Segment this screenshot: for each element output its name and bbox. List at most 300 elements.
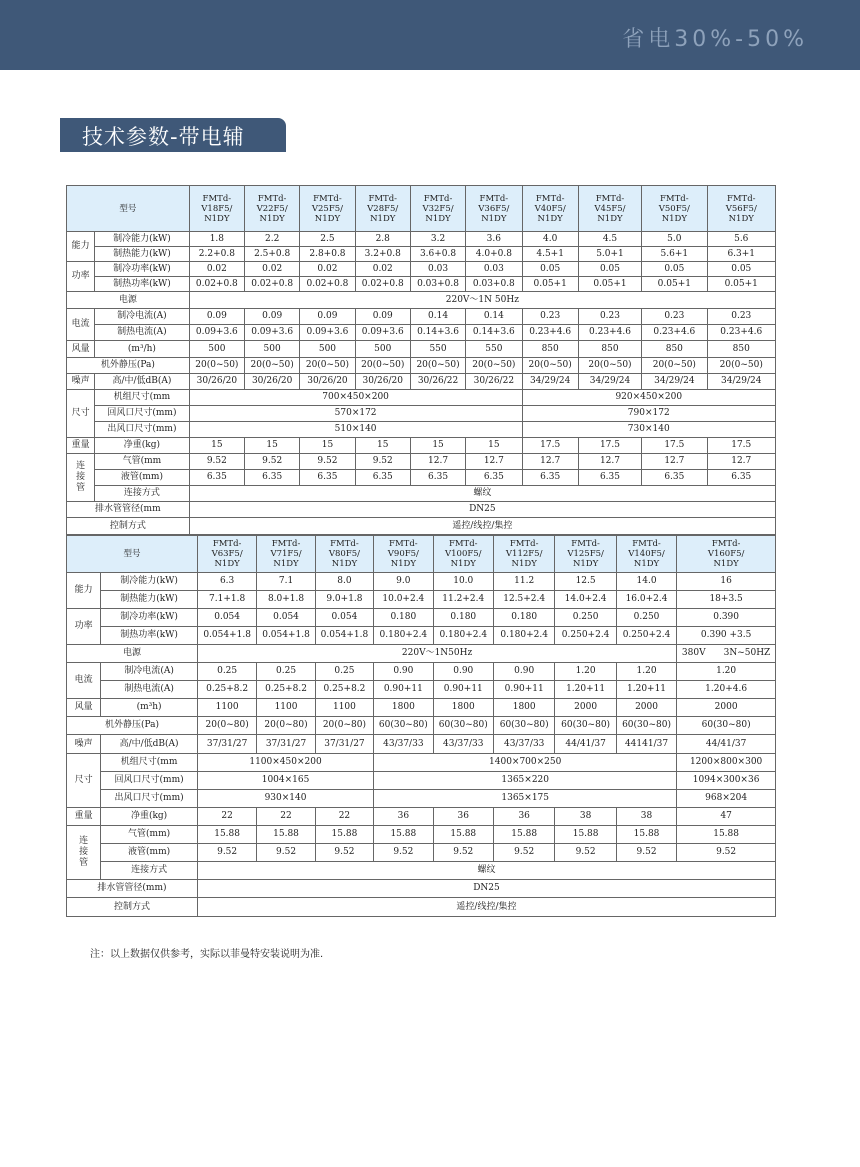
row-label: 机外静压(Pa) xyxy=(67,358,190,374)
value-cell: 1800 xyxy=(493,699,554,717)
value-cell: 17.5 xyxy=(522,438,578,454)
value-cell: 9.52 xyxy=(197,844,256,862)
row-label: 制冷电流(A) xyxy=(101,663,198,681)
group-label: 能力 xyxy=(67,573,101,609)
value-cell: 2.8+0.8 xyxy=(300,247,355,262)
value-cell: 38 xyxy=(616,808,676,826)
value-cell: 0.23+4.6 xyxy=(578,325,641,341)
value-cell: 20(0~50) xyxy=(578,358,641,374)
value-cell: 1100 xyxy=(197,699,256,717)
value-cell: 0.25+8.2 xyxy=(257,681,315,699)
group-label: 噪声 xyxy=(67,374,95,390)
table-row xyxy=(67,390,776,406)
row-label: 机组尺寸(mm xyxy=(101,754,198,772)
value-cell: 22 xyxy=(315,808,373,826)
value-cell: 9.52 xyxy=(257,844,315,862)
table-row xyxy=(67,681,776,699)
model-name-line: FMTd- xyxy=(448,539,478,549)
value-cell: 0.09+3.6 xyxy=(189,325,244,341)
value-cell: 37/31/27 xyxy=(197,735,256,754)
value-cell: 9.52 xyxy=(245,454,300,470)
model-name-cell xyxy=(555,536,616,573)
value-cell: 1094×300×36 xyxy=(677,772,776,790)
model-name-line: N1DY xyxy=(331,559,358,569)
value-cell: 0.05+1 xyxy=(578,277,641,292)
table-row xyxy=(67,898,776,917)
value-cell: 790×172 xyxy=(522,406,776,422)
value-cell: 6.35 xyxy=(410,470,465,486)
model-name-cell xyxy=(189,186,244,232)
value-cell: 730×140 xyxy=(522,422,776,438)
model-name-cell xyxy=(616,536,676,573)
value-cell: 10.0 xyxy=(433,573,493,591)
value-cell: 9.52 xyxy=(493,844,554,862)
value-cell: 2.8 xyxy=(355,232,410,247)
value-cell: 10.0+2.4 xyxy=(374,591,433,609)
value-cell: 18+3.5 xyxy=(677,591,776,609)
value-cell: 0.25 xyxy=(315,663,373,681)
model-name-line: N1DY xyxy=(728,213,754,224)
value-cell: 9.52 xyxy=(433,844,493,862)
model-name-line: FMTd- xyxy=(632,539,661,549)
value-cell: 17.5 xyxy=(707,438,775,454)
value-cell: 8.0+1.8 xyxy=(257,591,315,609)
model-name-line: N1DY xyxy=(370,213,396,224)
value-cell: 2000 xyxy=(555,699,616,717)
row-label: 连接方式 xyxy=(95,486,190,502)
value-cell: 15.88 xyxy=(374,826,433,844)
value-cell: 0.250+2.4 xyxy=(555,627,616,645)
value-cell: 0.09+3.6 xyxy=(245,325,300,341)
value-cell: 9.52 xyxy=(374,844,433,862)
value-cell: 1004×165 xyxy=(197,772,373,790)
table-row xyxy=(67,374,776,390)
table-row xyxy=(67,406,776,422)
value-cell: 9.0+1.8 xyxy=(315,591,373,609)
value-cell: 5.0+1 xyxy=(578,247,641,262)
value-cell: 60(30~80) xyxy=(433,717,493,735)
value-cell: 1.20+11 xyxy=(616,681,676,699)
value-cell: 12.5 xyxy=(555,573,616,591)
row-label: 回风口尺寸(mm) xyxy=(101,772,198,790)
value-cell: 0.90+11 xyxy=(433,681,493,699)
value-cell: 0.054 xyxy=(315,609,373,627)
value-cell: 9.52 xyxy=(189,454,244,470)
value-cell: 6.35 xyxy=(300,470,355,486)
value-cell: 9.52 xyxy=(315,844,373,862)
value-cell: 15 xyxy=(466,438,522,454)
table-row xyxy=(67,880,776,898)
value-cell: 12.7 xyxy=(707,454,775,470)
value-cell: 4.5+1 xyxy=(522,247,578,262)
value-cell: 20(0~50) xyxy=(466,358,522,374)
value-cell: 20(0~50) xyxy=(410,358,465,374)
value-cell: 34/29/24 xyxy=(522,374,578,390)
value-cell: 0.25+8.2 xyxy=(315,681,373,699)
value-cell: 930×140 xyxy=(197,790,373,808)
value-cell: 20(0~80) xyxy=(257,717,315,735)
table-row xyxy=(67,772,776,790)
model-name-line: V160F5/ xyxy=(707,549,745,559)
value-cell: 0.90 xyxy=(493,663,554,681)
model-name-line: V63F5/ xyxy=(211,549,243,559)
value-cell: 12.7 xyxy=(466,454,522,470)
table-row xyxy=(67,808,776,826)
value-cell: 0.390 +3.5 xyxy=(677,627,776,645)
value-cell: 0.180+2.4 xyxy=(493,627,554,645)
value-cell: 6.35 xyxy=(578,470,641,486)
row-label: 净重(kg) xyxy=(101,808,198,826)
value-cell: 17.5 xyxy=(642,438,707,454)
table-row xyxy=(67,573,776,591)
value-cell: 20(0~80) xyxy=(315,717,373,735)
row-label: 液管(mm) xyxy=(101,844,198,862)
group-pipe-char: 接 xyxy=(79,847,89,857)
value-cell: 0.02 xyxy=(189,262,244,277)
row-label: 制热能力(kW) xyxy=(95,247,190,262)
model-name-line: N1DY xyxy=(713,559,739,569)
value-cell: 0.23+4.6 xyxy=(642,325,707,341)
value-cell: 3.2 xyxy=(410,232,465,247)
table-row xyxy=(67,645,776,663)
row-label: 制冷功率(kW) xyxy=(101,609,198,627)
model-name-line: V36F5/ xyxy=(478,203,510,214)
model-name-cell xyxy=(433,536,493,573)
model-name-cell xyxy=(522,186,578,232)
value-cell: 0.09+3.6 xyxy=(300,325,355,341)
value-cell: 44141/37 xyxy=(616,735,676,754)
value-cell: 850 xyxy=(642,341,707,358)
model-name-cell xyxy=(245,186,300,232)
value-cell: 220V～1N 50Hz xyxy=(189,292,775,309)
value-cell: 3.2+0.8 xyxy=(355,247,410,262)
model-name-cell xyxy=(466,186,522,232)
value-cell: 11.2+2.4 xyxy=(433,591,493,609)
row-label: 高/中/低dB(A) xyxy=(101,735,198,754)
value-cell: 0.05 xyxy=(642,262,707,277)
value-cell: 0.23 xyxy=(578,309,641,325)
value-cell: 43/37/33 xyxy=(493,735,554,754)
value-cell: 8.0 xyxy=(315,573,373,591)
model-name-cell xyxy=(642,186,707,232)
value-cell: 0.05+1 xyxy=(522,277,578,292)
model-name-cell xyxy=(355,186,410,232)
value-cell: 850 xyxy=(522,341,578,358)
value-cell: 34/29/24 xyxy=(707,374,775,390)
group-pipe-char: 连 xyxy=(76,461,86,471)
value-cell: 0.23+4.6 xyxy=(707,325,775,341)
value-cell: 4.5 xyxy=(578,232,641,247)
value-cell: 500 xyxy=(245,341,300,358)
model-name-line: FMTd- xyxy=(423,193,453,204)
value-cell: 968×204 xyxy=(677,790,776,808)
value-cell: 15 xyxy=(355,438,410,454)
model-name-line: V18F5/ xyxy=(201,203,233,214)
value-cell: 12.7 xyxy=(522,454,578,470)
value-cell: 6.35 xyxy=(245,470,300,486)
model-name-line: FMTd- xyxy=(509,539,539,549)
value-cell: 0.02+0.8 xyxy=(245,277,300,292)
model-name-line: V25F5/ xyxy=(311,203,343,214)
model-name-line: V80F5/ xyxy=(328,549,360,559)
value-cell: 60(30~80) xyxy=(493,717,554,735)
value-cell: 1100×450×200 xyxy=(197,754,373,772)
value-cell: DN25 xyxy=(189,502,775,518)
spec-table-small-models xyxy=(66,185,776,535)
row-label: 机外静压(Pa) xyxy=(67,717,198,735)
value-cell: 850 xyxy=(707,341,775,358)
value-cell: 43/37/33 xyxy=(433,735,493,754)
table-row xyxy=(67,232,776,247)
table-row xyxy=(67,735,776,754)
value-cell: 0.23 xyxy=(522,309,578,325)
value-cell: 38 xyxy=(555,808,616,826)
value-cell: 1.20+4.6 xyxy=(677,681,776,699)
table-row xyxy=(67,186,776,232)
value-cell: 12.7 xyxy=(578,454,641,470)
model-name-line: FMTd- xyxy=(711,539,741,549)
value-cell: 0.05+1 xyxy=(642,277,707,292)
table-row xyxy=(67,826,776,844)
value-cell: 0.09 xyxy=(189,309,244,325)
value-cell: 20(0~50) xyxy=(245,358,300,374)
model-name-line: FMTd- xyxy=(479,193,509,204)
value-cell: 0.90 xyxy=(433,663,493,681)
model-name-line: FMTd- xyxy=(257,193,287,204)
value-cell: 1.20 xyxy=(677,663,776,681)
value-cell: 6.35 xyxy=(466,470,522,486)
value-cell: 4.0 xyxy=(522,232,578,247)
model-name-line: FMTd- xyxy=(726,193,756,204)
table-row xyxy=(67,470,776,486)
value-cell: 0.05 xyxy=(578,262,641,277)
value-cell: 5.6+1 xyxy=(642,247,707,262)
value-cell: 0.02 xyxy=(300,262,355,277)
row-label: 制热功率(kW) xyxy=(101,627,198,645)
value-cell: 60(30~80) xyxy=(616,717,676,735)
table-row xyxy=(67,325,776,341)
value-cell: 9.52 xyxy=(555,844,616,862)
value-cell: 0.250+2.4 xyxy=(616,627,676,645)
model-name-line: N1DY xyxy=(314,213,341,224)
model-name-line: FMTd- xyxy=(313,193,342,204)
value-cell: 500 xyxy=(355,341,410,358)
model-name-line: V90F5/ xyxy=(387,549,419,559)
value-cell: 30/26/20 xyxy=(355,374,410,390)
model-name-line: FMTd- xyxy=(330,539,359,549)
value-cell: 1800 xyxy=(374,699,433,717)
value-cell: 37/31/27 xyxy=(315,735,373,754)
value-cell: 16 xyxy=(677,573,776,591)
model-name-line: N1DY xyxy=(572,559,599,569)
value-cell: 20(0~50) xyxy=(642,358,707,374)
value-cell: 0.180 xyxy=(493,609,554,627)
row-label: 制热能力(kW) xyxy=(101,591,198,609)
value-cell: 5.0 xyxy=(642,232,707,247)
row-label: 制热电流(A) xyxy=(95,325,190,341)
group-label: 功率 xyxy=(67,262,95,292)
value-cell: 2.5 xyxy=(300,232,355,247)
value-cell: 1365×175 xyxy=(374,790,677,808)
row-label: 液管(mm) xyxy=(95,470,190,486)
value-cell: 0.05+1 xyxy=(707,277,775,292)
value-cell: 0.250 xyxy=(616,609,676,627)
footnote: 注：以上数据仅供参考，实际以菲曼特安装说明为准. xyxy=(90,949,324,960)
model-name-line: FMTd- xyxy=(368,193,398,204)
row-label: 制冷电流(A) xyxy=(95,309,190,325)
value-cell: 43/37/33 xyxy=(374,735,433,754)
value-cell: 0.054+1.8 xyxy=(197,627,256,645)
model-name-line: V112F5/ xyxy=(505,549,543,559)
table-row xyxy=(67,358,776,374)
row-label: 制热电流(A) xyxy=(101,681,198,699)
value-cell: 0.23 xyxy=(707,309,775,325)
row-label: (m³/h) xyxy=(95,341,190,358)
value-cell: 1400×700×250 xyxy=(374,754,677,772)
value-cell: 6.35 xyxy=(522,470,578,486)
value-cell: 0.03+0.8 xyxy=(410,277,465,292)
section-title: 技术参数-带电辅 xyxy=(82,125,245,149)
value-cell: 6.35 xyxy=(707,470,775,486)
value-cell: 2.5+0.8 xyxy=(245,247,300,262)
table-row xyxy=(67,699,776,717)
value-cell: 9.52 xyxy=(677,844,776,862)
value-cell: 2.2 xyxy=(245,232,300,247)
value-cell: 60(30~80) xyxy=(677,717,776,735)
row-label: 高/中/低dB(A) xyxy=(95,374,190,390)
row-label: 排水管管径(mm) xyxy=(67,880,198,898)
row-label: 排水管管径(mm xyxy=(67,502,190,518)
row-label: 出风口尺寸(mm) xyxy=(101,790,198,808)
model-name-line: N1DY xyxy=(425,213,451,224)
table-row xyxy=(67,609,776,627)
value-cell: 3.6 xyxy=(466,232,522,247)
value-cell: 15 xyxy=(245,438,300,454)
value-cell: 1.8 xyxy=(189,232,244,247)
table-row xyxy=(67,536,776,573)
value-cell: 3.6+0.8 xyxy=(410,247,465,262)
model-name-line: V71F5/ xyxy=(270,549,302,559)
group-label: 重量 xyxy=(67,438,95,454)
model-name-line: FMTd- xyxy=(535,193,565,204)
value-cell: 30/26/20 xyxy=(245,374,300,390)
value-cell: 500 xyxy=(300,341,355,358)
table-row xyxy=(67,309,776,325)
value-cell: 30/26/20 xyxy=(189,374,244,390)
value-cell: 15.88 xyxy=(677,826,776,844)
model-name-line: N1DY xyxy=(537,213,563,224)
table-row xyxy=(67,341,776,358)
value-cell: DN25 xyxy=(197,880,775,898)
table-row xyxy=(67,663,776,681)
model-name-line: N1DY xyxy=(273,559,299,569)
value-cell: 60(30~80) xyxy=(374,717,433,735)
value-cell: 37/31/27 xyxy=(257,735,315,754)
value-cell: 15.88 xyxy=(315,826,373,844)
header-bar xyxy=(0,0,860,70)
value-cell: 0.14 xyxy=(466,309,522,325)
row-label: 制冷能力(kW) xyxy=(101,573,198,591)
model-name-line: N1DY xyxy=(390,559,416,569)
value-cell: 0.02 xyxy=(245,262,300,277)
value-cell: 0.14 xyxy=(410,309,465,325)
model-name-line: V28F5/ xyxy=(367,203,399,214)
row-label: 连接方式 xyxy=(101,862,198,880)
value-cell: 850 xyxy=(578,341,641,358)
table-row xyxy=(67,262,776,277)
value-cell: 15.88 xyxy=(433,826,493,844)
value-cell: 0.25 xyxy=(197,663,256,681)
value-cell: 15 xyxy=(189,438,244,454)
group-pipe-label xyxy=(67,826,101,880)
value-cell: 2000 xyxy=(616,699,676,717)
value-cell: 2000 xyxy=(677,699,776,717)
value-cell: 34/29/24 xyxy=(642,374,707,390)
row-label: 电源 xyxy=(67,645,198,663)
value-cell: 0.390 xyxy=(677,609,776,627)
value-cell: 6.35 xyxy=(189,470,244,486)
value-cell: 11.2 xyxy=(493,573,554,591)
value-cell: 0.90+11 xyxy=(493,681,554,699)
value-cell: 920×450×200 xyxy=(522,390,776,406)
group-label: 风量 xyxy=(67,341,95,358)
value-cell: 1100 xyxy=(257,699,315,717)
value-cell: 7.1+1.8 xyxy=(197,591,256,609)
value-cell: 0.054+1.8 xyxy=(315,627,373,645)
value-cell: 6.3 xyxy=(197,573,256,591)
table-row xyxy=(67,862,776,880)
model-name-line: V125F5/ xyxy=(567,549,604,559)
value-cell: 螺纹 xyxy=(197,862,775,880)
model-name-line: V40F5/ xyxy=(534,203,566,214)
model-name-line: N1DY xyxy=(597,213,623,224)
row-label: 回风口尺寸(mm) xyxy=(95,406,190,422)
value-cell: 4.0+0.8 xyxy=(466,247,522,262)
table-row xyxy=(67,247,776,262)
value-cell: 0.05 xyxy=(707,262,775,277)
value-cell: 6.35 xyxy=(355,470,410,486)
value-cell: 15.88 xyxy=(197,826,256,844)
group-pipe-char: 管 xyxy=(79,858,89,868)
value-cell: 16.0+2.4 xyxy=(616,591,676,609)
model-name-line: N1DY xyxy=(511,559,537,569)
model-name-line: N1DY xyxy=(214,559,240,569)
table-row xyxy=(67,502,776,518)
value-cell: 0.90 xyxy=(374,663,433,681)
value-cell: 20(0~50) xyxy=(707,358,775,374)
table-row xyxy=(67,844,776,862)
value-cell: 螺纹 xyxy=(189,486,775,502)
value-cell: 0.250 xyxy=(555,609,616,627)
row-label: 制冷功率(kW) xyxy=(95,262,190,277)
value-cell: 1200×800×300 xyxy=(677,754,776,772)
value-cell: 500 xyxy=(189,341,244,358)
value-cell: 9.52 xyxy=(300,454,355,470)
model-name-cell xyxy=(315,536,373,573)
model-name-line: FMTd- xyxy=(595,193,625,204)
value-cell: 15.88 xyxy=(555,826,616,844)
value-cell: 0.180 xyxy=(433,609,493,627)
value-cell: 22 xyxy=(197,808,256,826)
value-cell: 0.054+1.8 xyxy=(257,627,315,645)
row-label: 制冷能力(kW) xyxy=(95,232,190,247)
value-cell: 1800 xyxy=(433,699,493,717)
value-cell: 0.09 xyxy=(355,309,410,325)
value-cell: 9.52 xyxy=(355,454,410,470)
group-label: 重量 xyxy=(67,808,101,826)
spec-table-large-models xyxy=(66,535,776,917)
model-name-cell xyxy=(197,536,256,573)
